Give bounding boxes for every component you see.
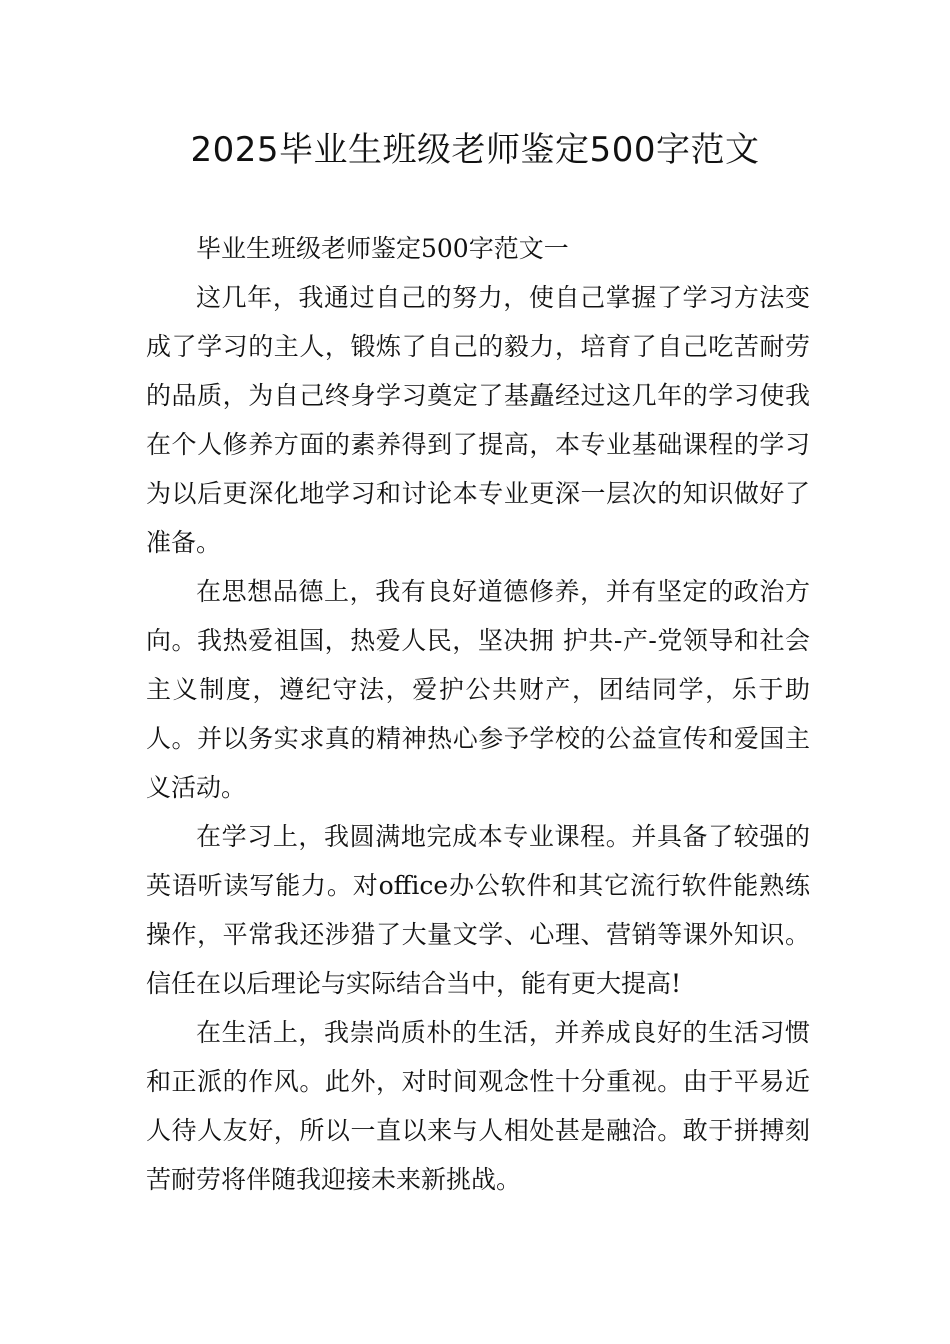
section-heading: 毕业生班级老师鉴定500字范文一	[196, 234, 569, 263]
paragraph-life: 在生活上，我崇尚质朴的生活，并养成良好的生活习惯和正派的作风。此外，对时间观念性十分重视。由于平易近人待人友好，所以一直以来与人相处甚是融洽。敢于拼搏刻苦耐劳将伴随我迎接未来新挑战。	[146, 1018, 810, 1194]
paragraph-intro: 这几年，我通过自己的努力，使自己掌握了学习方法变成了学习的主人，锻炼了自己的毅力，培育了自己吃苦耐劳的品质，为自己终身学习奠定了基矗经过这几年的学习使我在个人修养方面的素养得到了提高，本专业基础课程的学习为以后更深化地学习和讨论本专业更深一层次的知识做好了准备。	[146, 283, 810, 557]
document-body	[146, 224, 810, 1204]
paragraph-study: 在学习上，我圆满地完成本专业课程。并具备了较强的英语听读写能力。对office办公软件和其它流行软件能熟练操作，平常我还涉猎了大量文学、心理、营销等课外知识。信任在以后理论与实际结合当中，能有更大提高!	[146, 822, 810, 998]
document-title: 2025毕业生班级老师鉴定500字范文	[190, 130, 760, 170]
paragraph-ideology: 在思想品德上，我有良好道德修养，并有坚定的政治方向。我热爱祖国，热爱人民，坚决拥 护共-产-党领导和社会主义制度，遵纪守法，爱护公共财产，团结同学，乐于助人。并以务实求真的精神热心参予学校的公益宣传和爱国主义活动。	[146, 577, 810, 802]
